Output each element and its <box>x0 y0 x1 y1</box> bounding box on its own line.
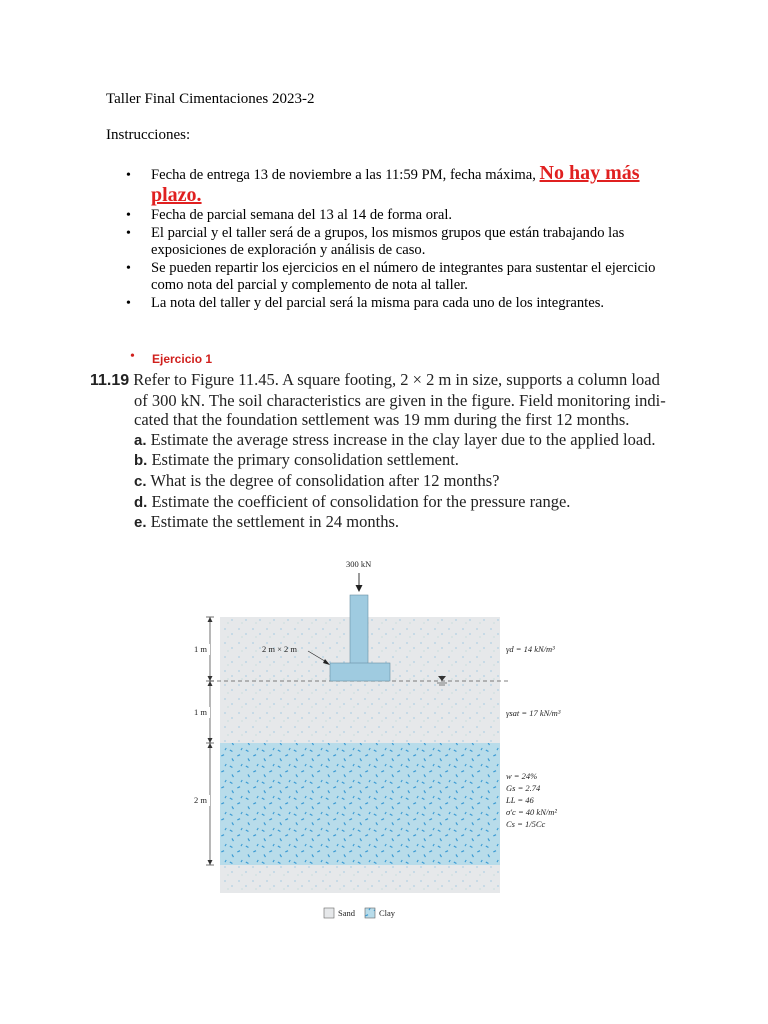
svg-text:LL = 46: LL = 46 <box>506 795 534 805</box>
sand-layer-lower <box>220 865 500 893</box>
footing-size-label: 2 m × 2 m <box>262 644 298 654</box>
sand-swatch <box>324 908 334 918</box>
svg-text:Gs = 2.74: Gs = 2.74 <box>506 783 541 793</box>
legend-clay: Clay <box>379 908 396 918</box>
gamma-sat-label: γsat = 17 kN/m³ <box>506 708 561 718</box>
deadline-text: Fecha de entrega 13 de noviembre a las 11:59 PM, fecha máxima, <box>151 167 536 183</box>
problem-line-3: cated that the foundation settlement was 19 mm during the first 12 months. <box>134 410 630 430</box>
clay-layer <box>220 743 500 865</box>
dim-label-3: 2 m <box>194 795 207 805</box>
exercise-bullet: • <box>130 349 135 364</box>
svg-text:Cs = 1/5Cc: Cs = 1/5Cc <box>506 819 546 829</box>
problem-line-2: of 300 kN. The soil characteristics are given in the figure. Field monitoring indi- <box>134 390 666 410</box>
document-title: Taller Final Cimentaciones 2023-2 <box>106 91 315 107</box>
problem-item-e: e. Estimate the settlement in 24 months. <box>134 512 400 532</box>
deadline-emphasis: No hay más plazo. <box>151 162 640 206</box>
column <box>350 595 368 665</box>
list-item: • Se pueden repartir los ejercicios en el número de integrantes para sustentar el ejercicio como nota del parcial y complemento de nota al taller. <box>126 260 666 294</box>
legend-sand: Sand <box>338 908 355 918</box>
figure-legend <box>324 908 396 918</box>
problem-item-a: a. Estimate the average stress increase in the clay layer due to the applied load. <box>134 429 656 449</box>
problem-item-b: b. Estimate the primary consolidation settlement. <box>134 450 459 470</box>
dim-label-2: 1 m <box>194 707 207 717</box>
problem-item-c: c. What is the degree of consolidation after 12 months? <box>134 470 500 490</box>
svg-text:w = 24%: w = 24% <box>506 771 538 781</box>
soil-profile-figure <box>180 555 600 935</box>
gamma-d-label: γd = 14 kN/m³ <box>506 644 555 654</box>
clay-swatch <box>365 908 375 918</box>
list-item: • La nota del taller y del parcial será la misma para cada uno de los integrantes. <box>126 295 666 312</box>
problem-line-1: Refer to Figure 11.45. A square footing, 2 × 2 m in size, supports a column load <box>133 370 660 389</box>
list-item <box>126 162 666 206</box>
clay-properties <box>505 771 557 829</box>
problem-statement <box>90 370 690 533</box>
problem-item-d: d. Estimate the coefficient of consolidation for the pressure range. <box>134 491 571 511</box>
list-item: • El parcial y el taller será de a grupos, los mismos grupos que están trabajando las exposiciones de exploración y análisis de caso. <box>126 225 666 259</box>
svg-text:σ′c = 40 kN/m²: σ′c = 40 kN/m² <box>506 807 557 817</box>
list-item: • Fecha de parcial semana del 13 al 14 de forma oral. <box>126 207 666 224</box>
problem-number: 11.19 <box>90 372 130 389</box>
dim-label-1: 1 m <box>194 644 207 654</box>
instructions-list <box>126 162 666 313</box>
instructions-label: Instrucciones: <box>106 127 191 143</box>
footing <box>330 663 390 681</box>
exercise-label: Ejercicio 1 <box>152 352 213 366</box>
load-label: 300 kN <box>346 559 372 569</box>
